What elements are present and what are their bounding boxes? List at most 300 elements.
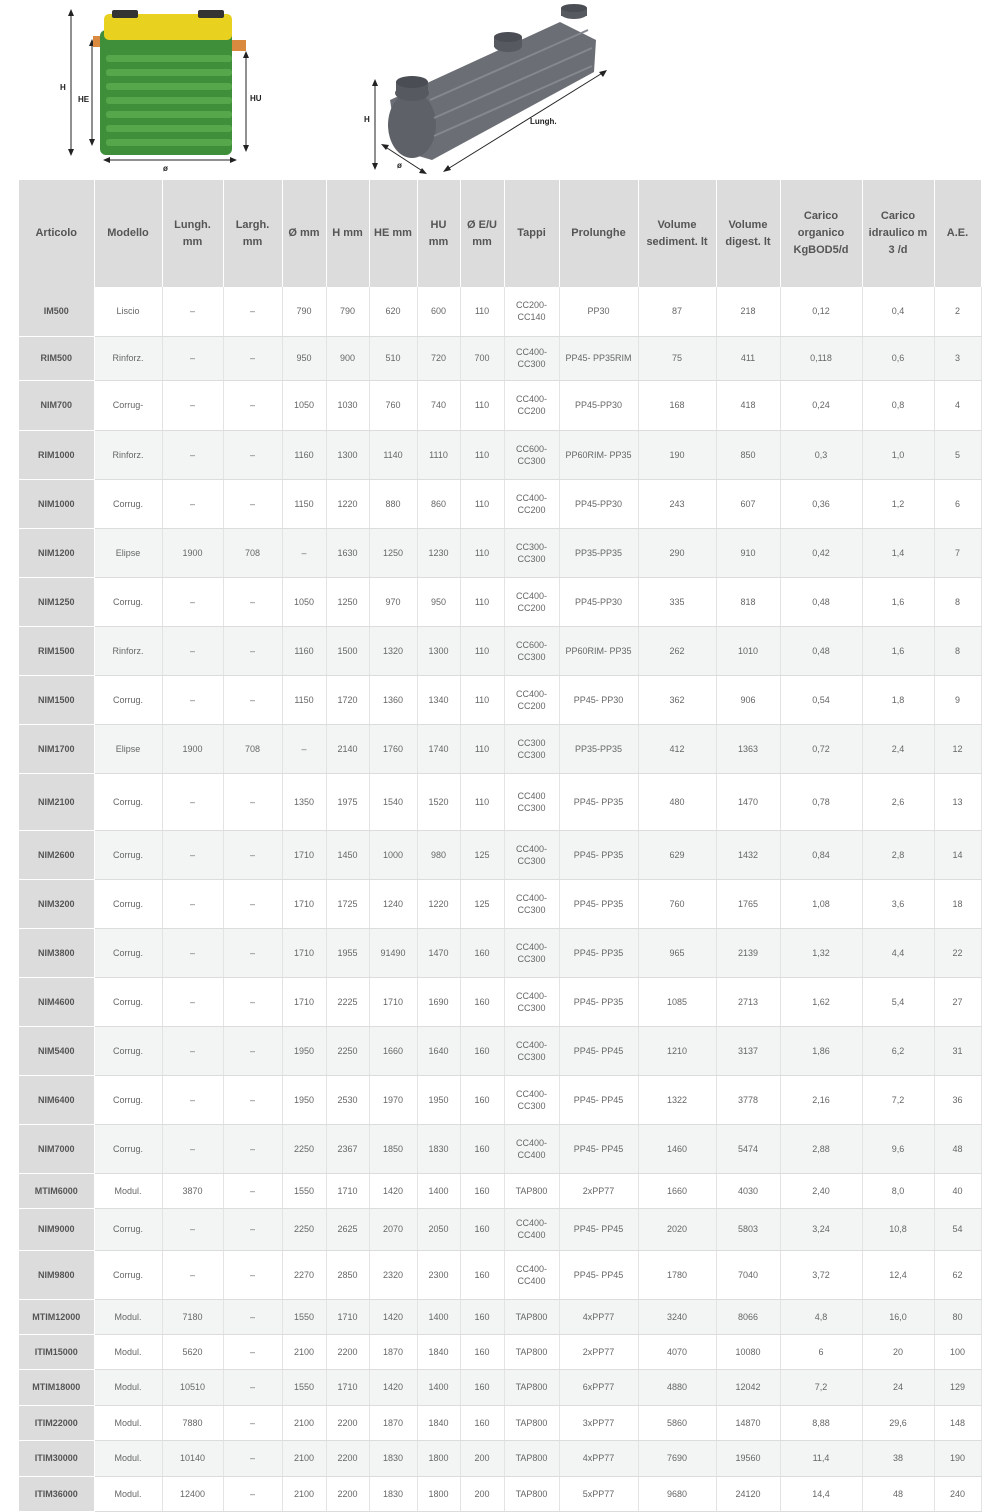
table-cell: Rinforz. [94, 626, 162, 675]
table-cell: Rinforz. [94, 430, 162, 479]
table-cell: 1950 [282, 1075, 326, 1124]
table-cell: 412 [638, 724, 716, 773]
column-header: Tappi [504, 180, 559, 287]
table-cell: – [162, 773, 223, 830]
table-cell: 8066 [716, 1299, 780, 1334]
table-cell: – [223, 626, 282, 675]
column-header: Carico idraulico m 3 /d [862, 180, 934, 287]
table-cell: 1050 [282, 577, 326, 626]
table-cell: 5860 [638, 1405, 716, 1440]
table-cell: 7690 [638, 1440, 716, 1476]
table-cell: 1840 [417, 1334, 460, 1369]
article-cell: NIM4600 [19, 977, 94, 1026]
table-cell: 0,36 [780, 479, 862, 528]
table-cell: 1,08 [780, 879, 862, 928]
table-cell: Modul. [94, 1405, 162, 1440]
table-cell: 148 [934, 1405, 981, 1440]
table-cell: – [162, 675, 223, 724]
table-cell: 5620 [162, 1334, 223, 1369]
table-cell: 91490 [369, 928, 417, 977]
table-cell: 0,6 [862, 336, 934, 380]
table-cell: 2530 [326, 1075, 369, 1124]
column-header: Largh. mm [223, 180, 282, 287]
table-cell: – [223, 1075, 282, 1124]
table-cell: PP35-PP35 [559, 724, 638, 773]
table-cell: 14870 [716, 1405, 780, 1440]
article-cell: NIM3200 [19, 879, 94, 928]
table-cell: Modul. [94, 1440, 162, 1476]
table-cell: 24 [862, 1369, 934, 1405]
table-cell: CC400- CC400 [504, 1208, 559, 1250]
table-cell: 1955 [326, 928, 369, 977]
diameter-label: ø [397, 161, 402, 170]
table-row [19, 977, 981, 1026]
table-cell: 1400 [417, 1299, 460, 1334]
table-cell: 110 [460, 380, 504, 430]
table-row [19, 287, 981, 336]
table-cell: 1630 [326, 528, 369, 577]
table-cell: 2,4 [862, 724, 934, 773]
table-cell: 1830 [417, 1124, 460, 1173]
table-cell: – [162, 1208, 223, 1250]
article-cell: ITIM15000 [19, 1334, 94, 1369]
table-cell: 11,4 [780, 1440, 862, 1476]
table-cell: 290 [638, 528, 716, 577]
table-cell: 1765 [716, 879, 780, 928]
table-cell: – [223, 1405, 282, 1440]
table-cell: 2xPP77 [559, 1334, 638, 1369]
table-cell: 2270 [282, 1250, 326, 1299]
table-cell: 850 [716, 430, 780, 479]
table-cell: 7180 [162, 1299, 223, 1334]
table-cell: 200 [460, 1440, 504, 1476]
table-cell: 335 [638, 577, 716, 626]
table-row [19, 1124, 981, 1173]
table-cell: PP30 [559, 287, 638, 336]
table-row [19, 1173, 981, 1208]
table-cell: 48 [862, 1476, 934, 1511]
table-cell: 2367 [326, 1124, 369, 1173]
table-cell: 3xPP77 [559, 1405, 638, 1440]
table-cell: – [223, 928, 282, 977]
table-cell: 160 [460, 928, 504, 977]
table-cell: 1900 [162, 724, 223, 773]
table-cell: 160 [460, 1405, 504, 1440]
table-cell: Modul. [94, 1476, 162, 1511]
table-row [19, 528, 981, 577]
table-cell: 600 [417, 287, 460, 336]
table-cell: – [162, 380, 223, 430]
table-row [19, 1026, 981, 1075]
table-cell: 0,84 [780, 830, 862, 879]
table-cell: 2070 [369, 1208, 417, 1250]
table-cell: 2225 [326, 977, 369, 1026]
table-cell: – [223, 577, 282, 626]
table-cell: 110 [460, 430, 504, 479]
table-cell: 243 [638, 479, 716, 528]
table-cell: 950 [282, 336, 326, 380]
article-cell: MTIM12000 [19, 1299, 94, 1334]
table-cell: 160 [460, 1208, 504, 1250]
table-cell: 418 [716, 380, 780, 430]
column-header: Volume sediment. lt [638, 180, 716, 287]
table-cell: 607 [716, 479, 780, 528]
table-cell: Corrug. [94, 928, 162, 977]
table-cell: PP45- PP45 [559, 1124, 638, 1173]
table-cell: – [223, 1208, 282, 1250]
table-cell: 1220 [326, 479, 369, 528]
table-cell: 8 [934, 577, 981, 626]
table-cell: 760 [638, 879, 716, 928]
table-cell: CC200- CC140 [504, 287, 559, 336]
table-cell: 1420 [369, 1299, 417, 1334]
table-cell: 1950 [417, 1075, 460, 1124]
column-header: Ø E/U mm [460, 180, 504, 287]
table-row [19, 724, 981, 773]
table-cell: PP45- PP45 [559, 1026, 638, 1075]
table-cell: 2100 [282, 1476, 326, 1511]
table-cell: PP45- PP30 [559, 675, 638, 724]
table-cell: 40 [934, 1173, 981, 1208]
table-cell: Corrug. [94, 1026, 162, 1075]
table-cell: PP45-PP30 [559, 577, 638, 626]
diameter-label: ø [163, 164, 168, 173]
table-cell: 2,40 [780, 1173, 862, 1208]
table-cell: CC400- CC300 [504, 336, 559, 380]
table-cell: 80 [934, 1299, 981, 1334]
table-cell: 1840 [417, 1405, 460, 1440]
table-cell: 1300 [326, 430, 369, 479]
table-cell: 3870 [162, 1173, 223, 1208]
table-cell: 10080 [716, 1334, 780, 1369]
table-cell: 36 [934, 1075, 981, 1124]
table-cell: 2200 [326, 1405, 369, 1440]
table-cell: Corrug. [94, 1208, 162, 1250]
table-cell: 1640 [417, 1026, 460, 1075]
table-cell: PP45- PP45 [559, 1075, 638, 1124]
table-cell: 1870 [369, 1405, 417, 1440]
table-cell: 0,78 [780, 773, 862, 830]
table-cell: 1870 [369, 1334, 417, 1369]
table-cell: 1710 [326, 1299, 369, 1334]
table-cell: 1850 [369, 1124, 417, 1173]
table-cell: 31 [934, 1026, 981, 1075]
table-cell: 9,6 [862, 1124, 934, 1173]
table-cell: CC400- CC400 [504, 1250, 559, 1299]
table-cell: PP35-PP35 [559, 528, 638, 577]
table-cell: 760 [369, 380, 417, 430]
table-cell: Corrug. [94, 479, 162, 528]
table-cell: Corrug. [94, 577, 162, 626]
table-cell: – [162, 577, 223, 626]
table-cell: 190 [934, 1440, 981, 1476]
table-cell: 5xPP77 [559, 1476, 638, 1511]
table-row [19, 773, 981, 830]
article-cell: NIM7000 [19, 1124, 94, 1173]
table-cell: CC400- CC300 [504, 1026, 559, 1075]
table-cell: 1760 [369, 724, 417, 773]
table-cell: 125 [460, 879, 504, 928]
table-cell: – [223, 287, 282, 336]
table-cell: – [223, 336, 282, 380]
table-cell: 1030 [326, 380, 369, 430]
table-cell: 8,0 [862, 1173, 934, 1208]
table-cell: 1710 [282, 977, 326, 1026]
height-label: H [364, 115, 370, 124]
article-cell: ITIM22000 [19, 1405, 94, 1440]
article-cell: NIM1700 [19, 724, 94, 773]
table-cell: CC400- CC300 [504, 830, 559, 879]
table-cell: 4,8 [780, 1299, 862, 1334]
table-cell: 1350 [282, 773, 326, 830]
table-row [19, 1476, 981, 1511]
table-cell: – [223, 830, 282, 879]
table-cell: 6 [934, 479, 981, 528]
article-cell: NIM1250 [19, 577, 94, 626]
table-cell: 9 [934, 675, 981, 724]
table-cell: 0,72 [780, 724, 862, 773]
table-cell: 1710 [326, 1369, 369, 1405]
table-cell: 129 [934, 1369, 981, 1405]
table-cell: 1830 [369, 1476, 417, 1511]
table-cell: TAP800 [504, 1299, 559, 1334]
table-cell: PP45- PP35RIM [559, 336, 638, 380]
table-cell: 110 [460, 773, 504, 830]
article-cell: MTIM18000 [19, 1369, 94, 1405]
table-row [19, 1405, 981, 1440]
table-row [19, 830, 981, 879]
table-cell: 1340 [417, 675, 460, 724]
table-cell: 0,3 [780, 430, 862, 479]
article-cell: NIM2100 [19, 773, 94, 830]
table-cell: 3240 [638, 1299, 716, 1334]
table-cell: 8,88 [780, 1405, 862, 1440]
table-cell: 480 [638, 773, 716, 830]
table-cell: – [282, 528, 326, 577]
table-cell: 1420 [369, 1369, 417, 1405]
column-header: Articolo [19, 180, 94, 287]
table-cell: PP45-PP30 [559, 479, 638, 528]
table-row [19, 928, 981, 977]
table-cell: 1540 [369, 773, 417, 830]
table-cell: 2140 [326, 724, 369, 773]
column-header: A.E. [934, 180, 981, 287]
table-cell: 110 [460, 528, 504, 577]
table-cell: Modul. [94, 1173, 162, 1208]
table-cell: Corrug. [94, 879, 162, 928]
column-header: Prolunghe [559, 180, 638, 287]
table-cell: TAP800 [504, 1334, 559, 1369]
table-header-row [19, 180, 981, 287]
article-cell: NIM3800 [19, 928, 94, 977]
table-cell: 10,8 [862, 1208, 934, 1250]
hu-label: HU [250, 94, 262, 103]
table-cell: 0,48 [780, 577, 862, 626]
table-cell: 2xPP77 [559, 1173, 638, 1208]
vertical-tank-illustration [68, 9, 249, 163]
table-cell: 22 [934, 928, 981, 977]
article-cell: NIM1000 [19, 479, 94, 528]
table-cell: 2625 [326, 1208, 369, 1250]
table-cell: 1550 [282, 1369, 326, 1405]
table-cell: 5,4 [862, 977, 934, 1026]
table-cell: Modul. [94, 1369, 162, 1405]
table-cell: 9680 [638, 1476, 716, 1511]
table-cell: PP45- PP45 [559, 1208, 638, 1250]
table-cell: 5 [934, 430, 981, 479]
table-cell: – [162, 1075, 223, 1124]
table-cell: 411 [716, 336, 780, 380]
table-cell: 18 [934, 879, 981, 928]
column-header: H mm [326, 180, 369, 287]
table-cell: Elipse [94, 528, 162, 577]
table-cell: CC400 CC300 [504, 773, 559, 830]
table-cell: 740 [417, 380, 460, 430]
column-header: Volume digest. lt [716, 180, 780, 287]
table-cell: 6,2 [862, 1026, 934, 1075]
table-row [19, 1299, 981, 1334]
table-cell: 1363 [716, 724, 780, 773]
table-cell: 1710 [369, 977, 417, 1026]
article-cell: NIM9000 [19, 1208, 94, 1250]
table-cell: 629 [638, 830, 716, 879]
table-cell: – [162, 1124, 223, 1173]
table-cell: 2250 [282, 1208, 326, 1250]
column-header: Ø mm [282, 180, 326, 287]
table-cell: 7 [934, 528, 981, 577]
table-cell: 2 [934, 287, 981, 336]
table-cell: PP45- PP35 [559, 879, 638, 928]
table-cell: 1300 [417, 626, 460, 675]
table-cell: 5803 [716, 1208, 780, 1250]
table-cell: 1250 [326, 577, 369, 626]
table-cell: 100 [934, 1334, 981, 1369]
table-cell: CC400- CC300 [504, 879, 559, 928]
table-cell: PP60RIM- PP35 [559, 430, 638, 479]
table-row [19, 675, 981, 724]
table-cell: 4070 [638, 1334, 716, 1369]
table-cell: 7880 [162, 1405, 223, 1440]
table-cell: 362 [638, 675, 716, 724]
table-cell: PP45-PP30 [559, 380, 638, 430]
table-cell: 1660 [638, 1173, 716, 1208]
table-cell: 1975 [326, 773, 369, 830]
article-cell: NIM2600 [19, 830, 94, 879]
table-cell: 900 [326, 336, 369, 380]
table-cell: 2,16 [780, 1075, 862, 1124]
table-cell: CC400- CC300 [504, 977, 559, 1026]
table-cell: 2050 [417, 1208, 460, 1250]
table-cell: Elipse [94, 724, 162, 773]
table-cell: 160 [460, 1075, 504, 1124]
table-cell: – [162, 1250, 223, 1299]
table-cell: 1,8 [862, 675, 934, 724]
table-cell: CC300- CC300 [504, 528, 559, 577]
table-cell: 160 [460, 1250, 504, 1299]
table-row [19, 430, 981, 479]
table-cell: 13 [934, 773, 981, 830]
table-cell: 980 [417, 830, 460, 879]
table-cell: Modul. [94, 1299, 162, 1334]
table-row [19, 336, 981, 380]
table-cell: 262 [638, 626, 716, 675]
table-cell: 6xPP77 [559, 1369, 638, 1405]
table-cell: 700 [460, 336, 504, 380]
table-cell: – [162, 830, 223, 879]
table-cell: 1800 [417, 1440, 460, 1476]
table-cell: 910 [716, 528, 780, 577]
table-cell: CC400- CC200 [504, 675, 559, 724]
table-cell: 12 [934, 724, 981, 773]
table-cell: 19560 [716, 1440, 780, 1476]
table-cell: – [223, 380, 282, 430]
table-cell: 0,4 [862, 287, 934, 336]
table-cell: 1550 [282, 1299, 326, 1334]
table-cell: 880 [369, 479, 417, 528]
table-row [19, 1075, 981, 1124]
table-cell: 3 [934, 336, 981, 380]
table-cell: – [223, 1369, 282, 1405]
table-cell: – [223, 430, 282, 479]
table-cell: 2020 [638, 1208, 716, 1250]
table-cell: 1,0 [862, 430, 934, 479]
specifications-table [19, 180, 982, 1512]
table-cell: 970 [369, 577, 417, 626]
table-cell: 1,32 [780, 928, 862, 977]
table-cell: 1660 [369, 1026, 417, 1075]
table-row [19, 479, 981, 528]
table-cell: 27 [934, 977, 981, 1026]
table-cell: 1,6 [862, 577, 934, 626]
table-cell: 168 [638, 380, 716, 430]
table-cell: – [223, 1299, 282, 1334]
table-cell: PP45- PP35 [559, 977, 638, 1026]
table-cell: – [223, 879, 282, 928]
table-cell: 0,54 [780, 675, 862, 724]
table-cell: 1010 [716, 626, 780, 675]
table-cell: TAP800 [504, 1369, 559, 1405]
table-cell: 29,6 [862, 1405, 934, 1440]
table-cell: 1550 [282, 1173, 326, 1208]
table-cell: TAP800 [504, 1173, 559, 1208]
table-cell: 3,72 [780, 1250, 862, 1299]
table-cell: 38 [862, 1440, 934, 1476]
table-cell: 1710 [282, 928, 326, 977]
table-cell: 12400 [162, 1476, 223, 1511]
table-cell: 87 [638, 287, 716, 336]
table-cell: 200 [460, 1476, 504, 1511]
table-cell: 218 [716, 287, 780, 336]
table-cell: 2300 [417, 1250, 460, 1299]
height-label: H [60, 83, 66, 92]
table-cell: 860 [417, 479, 460, 528]
table-cell: 3,24 [780, 1208, 862, 1250]
table-cell: 160 [460, 1334, 504, 1369]
table-cell: 720 [417, 336, 460, 380]
article-cell: NIM9800 [19, 1250, 94, 1299]
table-cell: 75 [638, 336, 716, 380]
table-cell: 48 [934, 1124, 981, 1173]
table-cell: 1085 [638, 977, 716, 1026]
table-cell: – [223, 1026, 282, 1075]
table-cell: TAP800 [504, 1476, 559, 1511]
table-cell: 1400 [417, 1173, 460, 1208]
he-label: HE [78, 95, 90, 104]
table-cell: 1160 [282, 626, 326, 675]
table-cell: 7,2 [780, 1369, 862, 1405]
table-row [19, 1369, 981, 1405]
table-cell: 12042 [716, 1369, 780, 1405]
